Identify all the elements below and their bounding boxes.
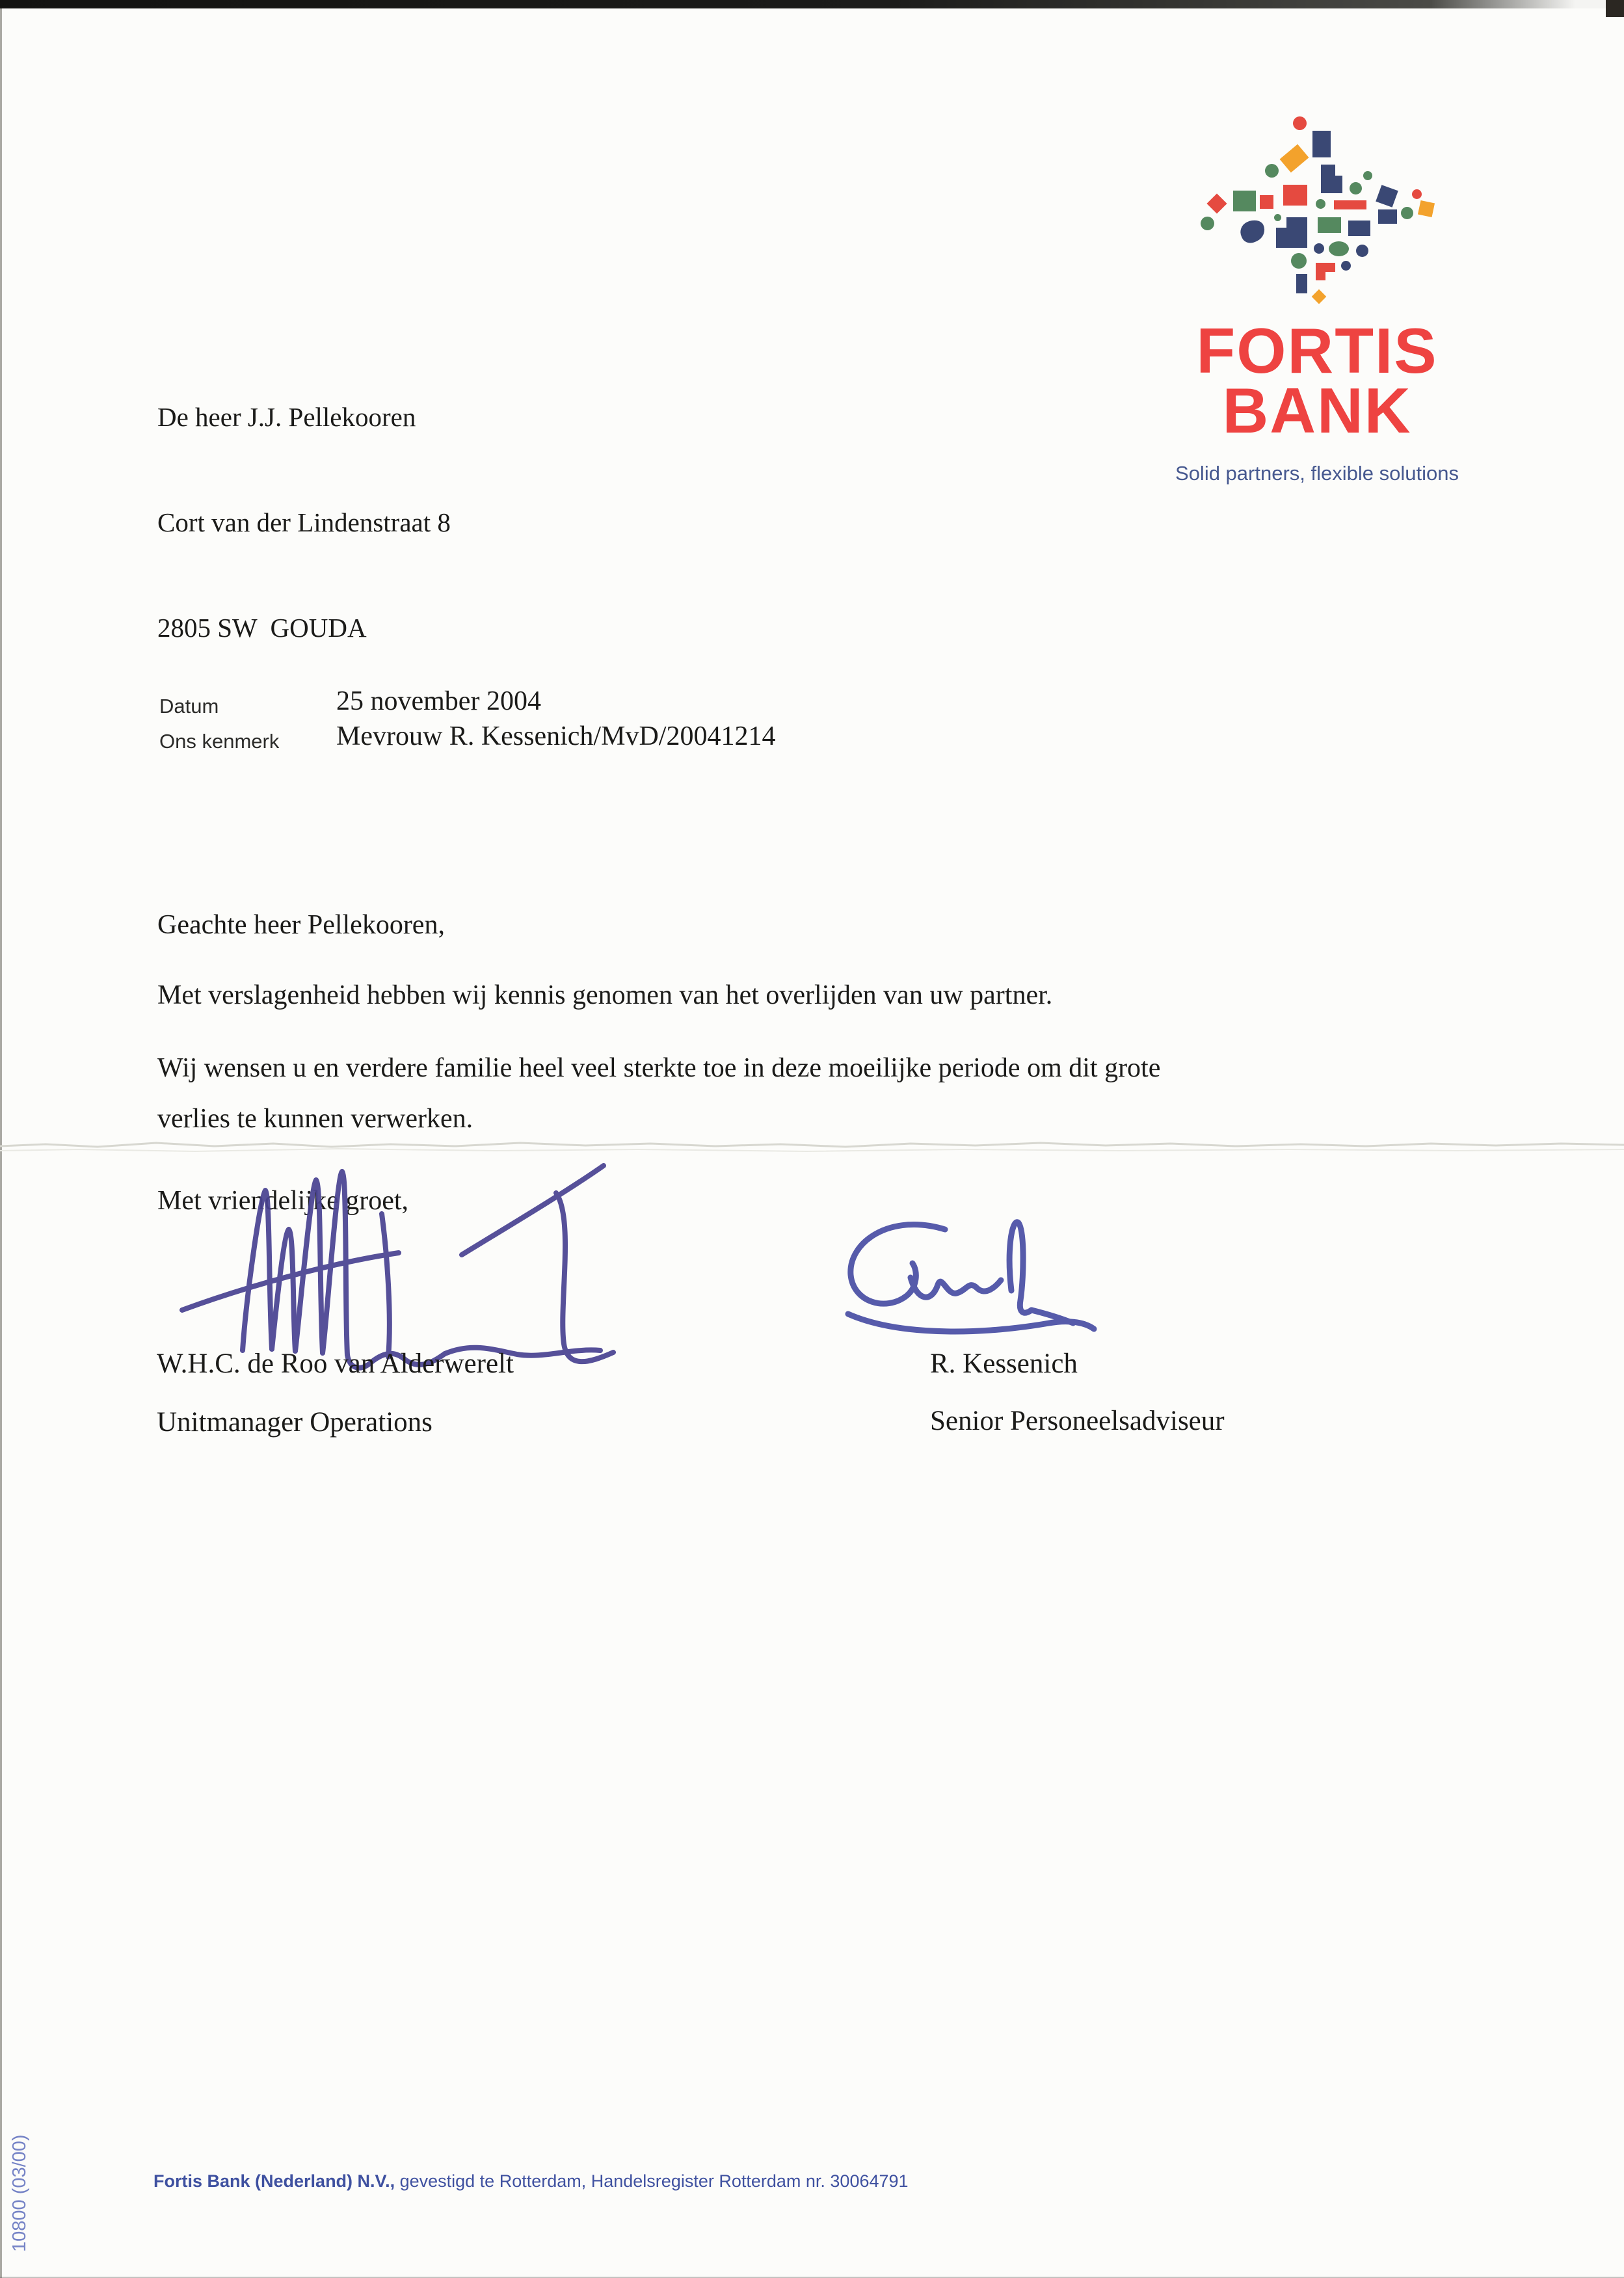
meta-label-ons-kenmerk: Ons kenmerk [159, 730, 280, 753]
mosaic-tile [1293, 116, 1307, 130]
logo-wordmark-fortis: FORTIS [1196, 315, 1438, 386]
recipient-street: Cort van der Lindenstraat 8 [157, 507, 451, 537]
footer-registration-text: gevestigd te Rotterdam, Handelsregister Rotterdam nr. 30064791 [395, 2171, 909, 2191]
mosaic-tile [1318, 217, 1341, 233]
mosaic-tile [1401, 207, 1413, 219]
mosaic-tile [1283, 185, 1307, 206]
mosaic-tile [1280, 144, 1309, 173]
mosaic-tile [1312, 131, 1331, 157]
paragraph-2-line-2: verlies te kunnen verwerken. [157, 1104, 473, 1134]
mosaic-tile [1312, 289, 1327, 304]
meta-label-datum: Datum [159, 695, 219, 717]
mosaic-tile [1265, 164, 1279, 178]
mosaic-tile [1356, 245, 1368, 257]
mosaic-tile [1201, 217, 1214, 230]
mosaic-tile [1316, 263, 1335, 272]
scan-edge-top [0, 0, 1624, 8]
signer-left-title: Unitmanager Operations [157, 1407, 433, 1438]
mosaic-tile [1348, 221, 1370, 236]
mosaic-tile [1316, 199, 1325, 209]
meta-value-ons-kenmerk: Mevrouw R. Kessenich/MvD/20041214 [336, 721, 776, 751]
signer-right-name: R. Kessenich [930, 1348, 1078, 1379]
recipient-name: De heer J.J. Pellekooren [157, 402, 416, 432]
mosaic-tile [1341, 261, 1351, 271]
logo-wordmark-bank: BANK [1222, 375, 1412, 446]
mosaic-tile [1321, 176, 1342, 193]
mosaic-tile [1316, 272, 1325, 280]
mosaic-tile [1334, 200, 1366, 209]
scan-corner-artifact [1606, 0, 1624, 17]
recipient-city: 2805 SW GOUDA [157, 613, 367, 643]
mosaic-tile [1350, 182, 1362, 194]
signer-right-title: Senior Personeelsadviseur [930, 1406, 1225, 1436]
mosaic-tile [1276, 228, 1307, 248]
footer-company-name: Fortis Bank (Nederland) N.V., [153, 2171, 395, 2191]
mosaic-tile [1233, 191, 1256, 211]
mosaic-tile [1274, 214, 1281, 221]
signer-left-name: W.H.C. de Roo van Alderwerelt [157, 1348, 514, 1379]
mosaic-tile [1237, 217, 1268, 247]
footer-legal-line [153, 2171, 909, 2191]
mosaic-tile [1418, 200, 1435, 217]
closing-salutation: Met vriendelijke groet, [157, 1186, 409, 1216]
mosaic-tile [1412, 189, 1422, 199]
salutation: Geachte heer Pellekooren, [157, 910, 445, 940]
fortis-mosaic-icon [1184, 104, 1441, 312]
mosaic-tile [1291, 253, 1307, 269]
logo-tagline: Solid partners, flexible solutions [1175, 462, 1459, 485]
meta-value-datum: 25 november 2004 [336, 686, 541, 716]
mosaic-tile [1321, 165, 1335, 176]
recipient-address [157, 329, 451, 716]
mosaic-tile [1314, 243, 1324, 254]
paragraph-1: Met verslagenheid hebben wij kennis genomen van het overlijden van uw partner. [157, 980, 1053, 1010]
mosaic-tile [1296, 274, 1307, 293]
mosaic-tile [1286, 217, 1307, 228]
mosaic-tile [1329, 241, 1349, 256]
mosaic-tile [1378, 209, 1397, 224]
form-code-vertical: 10800 (03/00) [9, 2134, 30, 2252]
mosaic-tile [1206, 193, 1227, 213]
paragraph-2-line-1: Wij wensen u en verdere familie heel veel sterkte toe in deze moeilijke periode om dit grote [157, 1053, 1161, 1083]
mosaic-tile [1376, 185, 1398, 208]
mosaic-tile [1363, 171, 1372, 180]
mosaic-tile [1260, 195, 1273, 209]
